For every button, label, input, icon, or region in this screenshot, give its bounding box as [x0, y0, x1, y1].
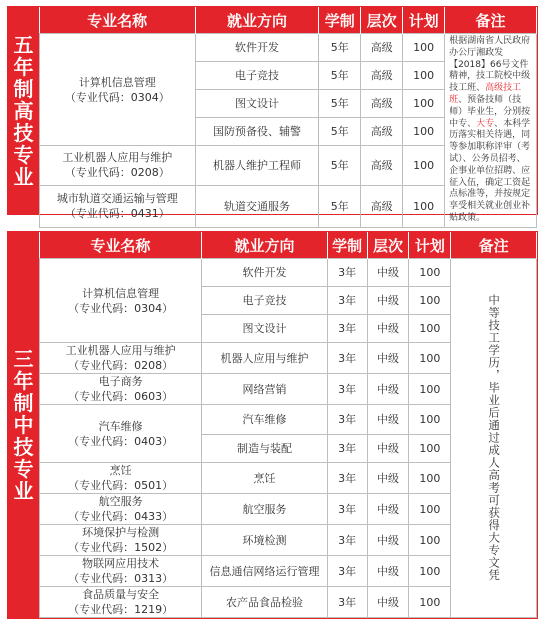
career-direction: 制造与装配 — [202, 435, 327, 463]
quota: 100 — [403, 90, 445, 118]
major-cell — [40, 343, 202, 374]
quota: 100 — [409, 435, 451, 463]
major-name: 工业机器人应用与维护 — [65, 344, 176, 357]
major-cell — [40, 405, 202, 463]
duration: 5年 — [319, 146, 361, 186]
major-code: （专业代码：0208） — [68, 359, 174, 372]
quota: 100 — [409, 525, 451, 556]
major-name: 食品质量与安全 — [82, 588, 160, 601]
major-code: （专业代码：0403） — [68, 434, 174, 448]
duration: 3年 — [327, 343, 367, 374]
remark-text: 大专 — [476, 118, 495, 129]
level: 高级 — [361, 62, 403, 90]
quota: 100 — [403, 34, 445, 62]
duration: 3年 — [327, 259, 367, 287]
quota: 100 — [409, 463, 451, 494]
major-cell — [40, 146, 196, 186]
quota: 100 — [409, 556, 451, 587]
major-code: （专业代码：0501） — [68, 479, 174, 492]
quota: 100 — [403, 118, 445, 146]
major-cell — [40, 374, 202, 405]
level: 中级 — [367, 287, 409, 315]
column-header: 专业名称 — [40, 7, 196, 34]
quota: 100 — [403, 185, 445, 227]
duration: 3年 — [327, 315, 367, 343]
major-code: （专业代码：0208） — [64, 166, 170, 180]
career-direction: 机器人维护工程师 — [195, 146, 319, 186]
level: 中级 — [367, 435, 409, 463]
career-direction: 汽车维修 — [202, 405, 327, 435]
level: 高级 — [361, 34, 403, 62]
career-direction: 软件开发 — [195, 34, 319, 62]
duration: 3年 — [327, 587, 367, 618]
career-direction: 农产品食品检验 — [202, 587, 327, 618]
five-year-program-table — [39, 7, 537, 228]
level: 中级 — [367, 525, 409, 556]
three-year-side-label: 三年制中技专业 — [8, 232, 39, 618]
major-code: （专业代码：0433） — [68, 510, 174, 523]
major-code: （专业代码：0304） — [68, 301, 174, 315]
column-header: 层次 — [361, 7, 403, 34]
level: 中级 — [367, 463, 409, 494]
major-name: 电子商务 — [98, 375, 143, 388]
quota: 100 — [409, 343, 451, 374]
career-direction: 电子竞技 — [202, 287, 327, 315]
major-cell — [40, 587, 202, 618]
major-name: 工业机器人应用与维护 — [62, 151, 173, 165]
level: 高级 — [361, 185, 403, 227]
quota: 100 — [409, 587, 451, 618]
duration: 3年 — [327, 435, 367, 463]
major-name: 城市轨道交通运输与管理 — [56, 192, 178, 206]
column-header: 就业方向 — [195, 7, 319, 34]
major-code: （专业代码：0603） — [68, 390, 174, 403]
career-direction: 软件开发 — [202, 259, 327, 287]
remark-text: 中等技工学历，毕业后通过成人高考可获得大专文凭 — [487, 294, 502, 582]
career-direction: 轨道交通服务 — [195, 185, 319, 227]
career-direction: 图文设计 — [195, 90, 319, 118]
column-header: 计划 — [409, 232, 451, 259]
column-header: 学制 — [319, 7, 361, 34]
duration: 3年 — [327, 556, 367, 587]
level: 中级 — [367, 587, 409, 618]
level: 中级 — [367, 259, 409, 287]
remarks-cell — [451, 259, 537, 618]
three-year-program-table — [39, 232, 537, 618]
career-direction: 信息通信网络运行管理 — [202, 556, 327, 587]
major-name: 烹饪 — [109, 464, 132, 477]
major-cell — [40, 34, 196, 146]
remarks-cell — [445, 34, 537, 228]
career-direction: 烹饪 — [202, 463, 327, 494]
level: 中级 — [367, 374, 409, 405]
remark-text: 、预备技师（技师）毕业生，分别按中专、 — [449, 94, 531, 129]
duration: 3年 — [327, 287, 367, 315]
quota: 100 — [409, 287, 451, 315]
major-code: （专业代码：1219） — [68, 603, 174, 616]
quota: 100 — [403, 146, 445, 186]
quota: 100 — [403, 62, 445, 90]
quota: 100 — [409, 405, 451, 435]
career-direction: 电子竞技 — [195, 62, 319, 90]
quota: 100 — [409, 259, 451, 287]
column-header: 备注 — [445, 7, 537, 34]
column-header: 学制 — [327, 232, 367, 259]
career-direction: 图文设计 — [202, 315, 327, 343]
major-cell — [40, 494, 202, 525]
column-header: 层次 — [367, 232, 409, 259]
duration: 5年 — [319, 90, 361, 118]
three-year-program-panel — [7, 231, 538, 619]
five-year-side-label: 五年制高技专业 — [8, 7, 39, 214]
level: 中级 — [367, 315, 409, 343]
major-name: 计算机信息管理 — [82, 286, 160, 300]
five-year-program-panel — [7, 6, 538, 223]
table-row — [40, 259, 537, 287]
major-cell — [40, 463, 202, 494]
major-code: （专业代码：0304） — [64, 90, 170, 104]
duration: 3年 — [327, 494, 367, 525]
column-header: 就业方向 — [202, 232, 327, 259]
duration: 5年 — [319, 62, 361, 90]
duration: 5年 — [319, 34, 361, 62]
duration: 3年 — [327, 525, 367, 556]
major-cell — [40, 556, 202, 587]
duration: 5年 — [319, 118, 361, 146]
column-header: 专业名称 — [40, 232, 202, 259]
level: 中级 — [367, 343, 409, 374]
quota: 100 — [409, 315, 451, 343]
major-cell — [40, 525, 202, 556]
remark-text: 高级技工班 — [449, 83, 522, 105]
level: 高级 — [361, 90, 403, 118]
table-row — [40, 34, 537, 62]
duration: 5年 — [319, 185, 361, 227]
career-direction: 网络营销 — [202, 374, 327, 405]
quota: 100 — [409, 374, 451, 405]
career-direction: 环境检测 — [202, 525, 327, 556]
major-name: 计算机信息管理 — [78, 75, 156, 89]
major-name: 航空服务 — [98, 495, 143, 508]
major-cell — [40, 259, 202, 343]
duration: 3年 — [327, 405, 367, 435]
career-direction: 国防预备役、辅警 — [195, 118, 319, 146]
duration: 3年 — [327, 374, 367, 405]
remark-text: 根据湖南省人民政府办公厅湘政发【2018】66号文件精神，技工院校中级技工班、 — [449, 36, 531, 94]
level: 中级 — [367, 405, 409, 435]
quota: 100 — [409, 494, 451, 525]
career-direction: 航空服务 — [202, 494, 327, 525]
level: 中级 — [367, 556, 409, 587]
major-name: 物联网应用技术 — [82, 557, 160, 570]
duration: 3年 — [327, 463, 367, 494]
column-header: 计划 — [403, 7, 445, 34]
major-code: （专业代码：0313） — [68, 572, 174, 585]
major-code: （专业代码：1502） — [68, 541, 174, 554]
column-header: 备注 — [451, 232, 537, 259]
major-code: （专业代码：0431） — [64, 207, 170, 221]
level: 高级 — [361, 118, 403, 146]
major-name: 环境保护与检测 — [82, 526, 160, 539]
remark-text: 、本科学历落实相关待遇，同等参加职称评审（考试）、公务员招考、企事业单位招聘、应征入伍，确定工资起点标准等，并按规定享受相关就业创业补贴政策。 — [449, 118, 531, 223]
career-direction: 机器人应用与维护 — [202, 343, 327, 374]
major-cell — [40, 185, 196, 227]
level: 中级 — [367, 494, 409, 525]
level: 高级 — [361, 146, 403, 186]
major-name: 汽车维修 — [98, 419, 143, 433]
